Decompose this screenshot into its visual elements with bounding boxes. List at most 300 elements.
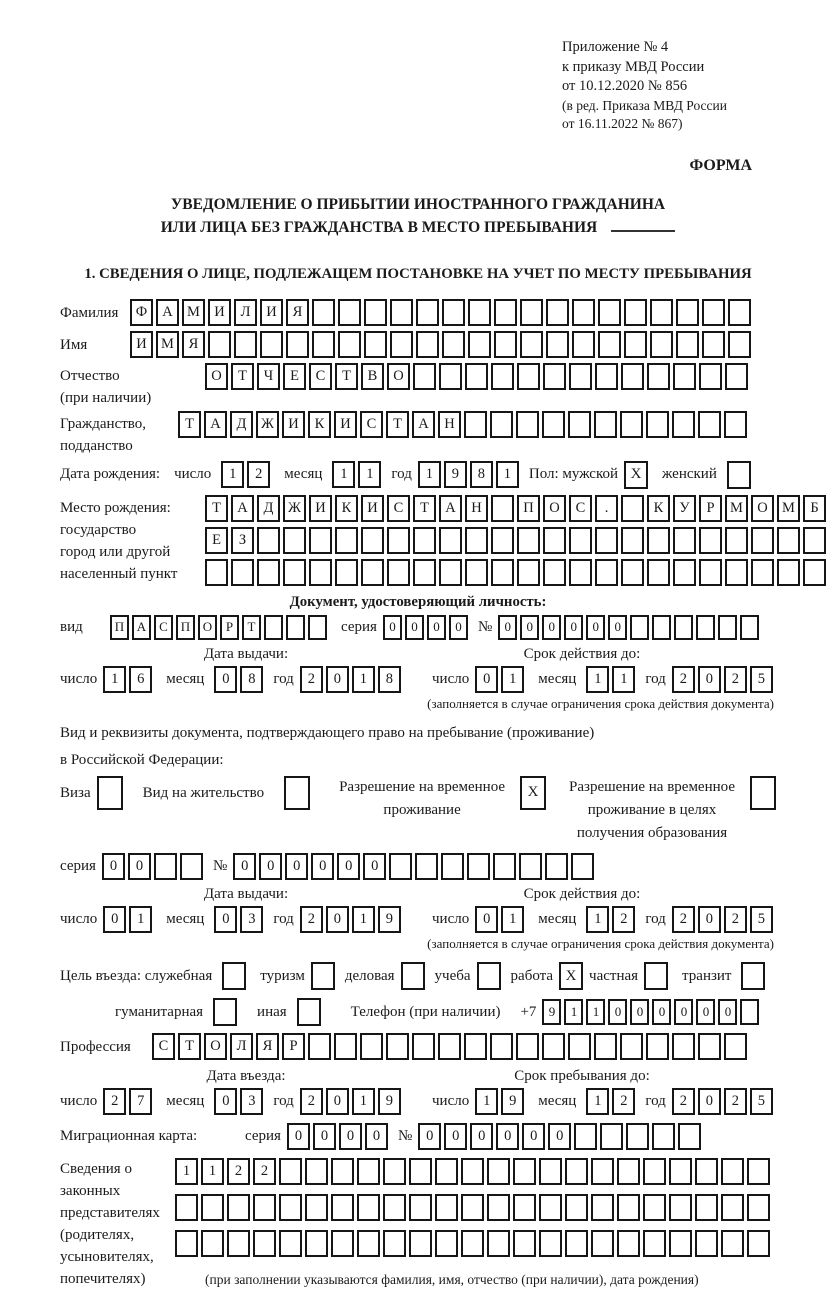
char-box[interactable]	[208, 331, 231, 358]
char-box[interactable]	[253, 1230, 276, 1257]
sex-female-checkbox[interactable]	[727, 461, 751, 489]
char-box[interactable]: И	[334, 411, 357, 438]
char-box[interactable]: 0	[630, 999, 649, 1025]
char-box[interactable]	[516, 411, 539, 438]
char-box[interactable]	[676, 299, 699, 326]
char-box[interactable]	[594, 411, 617, 438]
representatives-row1-input[interactable]	[175, 1158, 770, 1185]
char-box[interactable]	[260, 331, 283, 358]
char-box[interactable]	[491, 559, 514, 586]
doc-kind-input[interactable]	[110, 615, 327, 640]
char-box[interactable]: Т	[178, 1033, 201, 1060]
char-box[interactable]: Б	[803, 495, 826, 522]
phone-input[interactable]	[542, 999, 759, 1025]
char-box[interactable]: Н	[465, 495, 488, 522]
char-box[interactable]	[803, 559, 826, 586]
char-box[interactable]	[491, 363, 514, 390]
char-box[interactable]: 1	[496, 461, 519, 488]
char-box[interactable]	[543, 559, 566, 586]
char-box[interactable]	[519, 853, 542, 880]
birthplace-row2-input[interactable]	[205, 527, 826, 554]
char-box[interactable]	[721, 1158, 744, 1185]
char-box[interactable]	[647, 363, 670, 390]
char-box[interactable]: Д	[230, 411, 253, 438]
char-box[interactable]	[595, 363, 618, 390]
char-box[interactable]: 0	[128, 853, 151, 880]
char-box[interactable]: 0	[475, 666, 498, 693]
char-box[interactable]: У	[673, 495, 696, 522]
char-box[interactable]	[308, 1033, 331, 1060]
char-box[interactable]	[487, 1158, 510, 1185]
char-box[interactable]	[591, 1158, 614, 1185]
char-box[interactable]	[305, 1230, 328, 1257]
char-box[interactable]: 1	[332, 461, 355, 488]
char-box[interactable]: 0	[214, 906, 237, 933]
char-box[interactable]	[669, 1194, 692, 1221]
char-box[interactable]: А	[204, 411, 227, 438]
char-box[interactable]	[390, 299, 413, 326]
temp-residence-edu-checkbox[interactable]	[750, 776, 776, 810]
id-valid-month-input[interactable]	[586, 666, 635, 693]
char-box[interactable]	[698, 1033, 721, 1060]
char-box[interactable]	[312, 331, 335, 358]
char-box[interactable]: 0	[522, 1123, 545, 1150]
char-box[interactable]	[696, 615, 715, 640]
char-box[interactable]: П	[110, 615, 129, 640]
char-box[interactable]: 2	[300, 1088, 323, 1115]
char-box[interactable]	[357, 1230, 380, 1257]
char-box[interactable]	[465, 527, 488, 554]
char-box[interactable]: 0	[698, 1088, 721, 1115]
char-box[interactable]	[725, 527, 748, 554]
id-valid-year-input[interactable]	[672, 666, 773, 693]
char-box[interactable]: С	[154, 615, 173, 640]
char-box[interactable]: 0	[698, 666, 721, 693]
char-box[interactable]: 0	[214, 666, 237, 693]
char-box[interactable]: Р	[282, 1033, 305, 1060]
char-box[interactable]	[283, 559, 306, 586]
char-box[interactable]	[620, 1033, 643, 1060]
representatives-row3-input[interactable]	[175, 1230, 770, 1257]
char-box[interactable]: 0	[608, 999, 627, 1025]
char-box[interactable]	[565, 1158, 588, 1185]
char-box[interactable]	[493, 853, 516, 880]
char-box[interactable]	[542, 411, 565, 438]
char-box[interactable]: Я	[286, 299, 309, 326]
char-box[interactable]: А	[231, 495, 254, 522]
char-box[interactable]	[468, 331, 491, 358]
char-box[interactable]	[702, 299, 725, 326]
char-box[interactable]: 5	[750, 666, 773, 693]
char-box[interactable]	[669, 1158, 692, 1185]
char-box[interactable]	[652, 1123, 675, 1150]
entry-month-input[interactable]	[214, 1088, 263, 1115]
purpose-other-checkbox[interactable]	[297, 998, 321, 1026]
char-box[interactable]: 0	[285, 853, 308, 880]
char-box[interactable]: 0	[214, 1088, 237, 1115]
char-box[interactable]: Р	[220, 615, 239, 640]
char-box[interactable]: Ф	[130, 299, 153, 326]
char-box[interactable]	[513, 1194, 536, 1221]
char-box[interactable]: Т	[178, 411, 201, 438]
char-box[interactable]	[517, 527, 540, 554]
char-box[interactable]: М	[725, 495, 748, 522]
char-box[interactable]: 0	[520, 615, 539, 640]
id-series-input[interactable]	[383, 615, 468, 640]
char-box[interactable]	[728, 299, 751, 326]
purpose-tourism-checkbox[interactable]	[311, 962, 335, 990]
char-box[interactable]: А	[156, 299, 179, 326]
char-box[interactable]	[630, 615, 649, 640]
char-box[interactable]: О	[387, 363, 410, 390]
char-box[interactable]	[461, 1230, 484, 1257]
char-box[interactable]	[383, 1158, 406, 1185]
char-box[interactable]: 0	[363, 853, 386, 880]
id-issue-month-input[interactable]	[214, 666, 263, 693]
char-box[interactable]: С	[569, 495, 592, 522]
char-box[interactable]	[175, 1230, 198, 1257]
char-box[interactable]: 0	[326, 1088, 349, 1115]
char-box[interactable]	[439, 363, 462, 390]
char-box[interactable]: 8	[378, 666, 401, 693]
char-box[interactable]	[617, 1230, 640, 1257]
char-box[interactable]: 9	[378, 906, 401, 933]
id-issue-day-input[interactable]	[103, 666, 152, 693]
char-box[interactable]	[669, 1230, 692, 1257]
char-box[interactable]	[568, 411, 591, 438]
char-box[interactable]	[647, 559, 670, 586]
char-box[interactable]	[409, 1194, 432, 1221]
char-box[interactable]	[569, 363, 592, 390]
char-box[interactable]: И	[282, 411, 305, 438]
char-box[interactable]: Т	[242, 615, 261, 640]
char-box[interactable]	[491, 495, 514, 522]
char-box[interactable]: О	[205, 363, 228, 390]
char-box[interactable]	[673, 363, 696, 390]
char-box[interactable]	[442, 299, 465, 326]
char-box[interactable]	[464, 411, 487, 438]
char-box[interactable]	[646, 1033, 669, 1060]
char-box[interactable]: 0	[470, 1123, 493, 1150]
char-box[interactable]: М	[777, 495, 800, 522]
char-box[interactable]	[516, 1033, 539, 1060]
char-box[interactable]	[465, 559, 488, 586]
char-box[interactable]	[389, 853, 412, 880]
char-box[interactable]: 1	[586, 1088, 609, 1115]
char-box[interactable]	[361, 559, 384, 586]
char-box[interactable]	[175, 1194, 198, 1221]
char-box[interactable]: 9	[501, 1088, 524, 1115]
char-box[interactable]: Т	[231, 363, 254, 390]
char-box[interactable]	[539, 1158, 562, 1185]
char-box[interactable]	[571, 853, 594, 880]
char-box[interactable]	[702, 331, 725, 358]
char-box[interactable]	[620, 411, 643, 438]
char-box[interactable]	[591, 1230, 614, 1257]
purpose-official-checkbox[interactable]	[222, 962, 246, 990]
stayuntil-month-input[interactable]	[586, 1088, 635, 1115]
stayuntil-year-input[interactable]	[672, 1088, 773, 1115]
char-box[interactable]	[439, 559, 462, 586]
stay-valid-month-input[interactable]	[586, 906, 635, 933]
char-box[interactable]: 0	[498, 615, 517, 640]
char-box[interactable]: 1	[352, 1088, 375, 1115]
char-box[interactable]	[286, 615, 305, 640]
char-box[interactable]	[598, 331, 621, 358]
char-box[interactable]: 0	[326, 666, 349, 693]
char-box[interactable]	[331, 1230, 354, 1257]
char-box[interactable]	[546, 331, 569, 358]
char-box[interactable]: 1	[352, 906, 375, 933]
char-box[interactable]	[777, 527, 800, 554]
char-box[interactable]	[617, 1194, 640, 1221]
char-box[interactable]	[305, 1158, 328, 1185]
stay-issue-month-input[interactable]	[214, 906, 263, 933]
char-box[interactable]	[695, 1230, 718, 1257]
citizenship-input[interactable]	[178, 411, 747, 438]
char-box[interactable]	[647, 527, 670, 554]
entry-year-input[interactable]	[300, 1088, 401, 1115]
char-box[interactable]: 0	[418, 1123, 441, 1150]
char-box[interactable]	[201, 1194, 224, 1221]
char-box[interactable]	[674, 615, 693, 640]
char-box[interactable]	[487, 1194, 510, 1221]
char-box[interactable]: Л	[234, 299, 257, 326]
char-box[interactable]	[461, 1194, 484, 1221]
char-box[interactable]	[383, 1230, 406, 1257]
char-box[interactable]: 1	[103, 666, 126, 693]
char-box[interactable]: И	[361, 495, 384, 522]
char-box[interactable]: 7	[129, 1088, 152, 1115]
char-box[interactable]	[338, 299, 361, 326]
char-box[interactable]	[461, 1158, 484, 1185]
char-box[interactable]: Я	[256, 1033, 279, 1060]
char-box[interactable]: 2	[612, 906, 635, 933]
char-box[interactable]	[387, 559, 410, 586]
char-box[interactable]: А	[412, 411, 435, 438]
char-box[interactable]: 1	[501, 666, 524, 693]
char-box[interactable]	[413, 527, 436, 554]
stay-valid-day-input[interactable]	[475, 906, 524, 933]
char-box[interactable]: 2	[300, 666, 323, 693]
char-box[interactable]: 5	[750, 1088, 773, 1115]
char-box[interactable]	[624, 331, 647, 358]
stay-series-input[interactable]	[102, 853, 203, 880]
char-box[interactable]: 3	[240, 1088, 263, 1115]
profession-input[interactable]	[152, 1033, 747, 1060]
char-box[interactable]	[309, 559, 332, 586]
char-box[interactable]	[698, 411, 721, 438]
char-box[interactable]: 1	[175, 1158, 198, 1185]
char-box[interactable]: П	[517, 495, 540, 522]
char-box[interactable]	[331, 1158, 354, 1185]
char-box[interactable]	[569, 527, 592, 554]
char-box[interactable]	[487, 1230, 510, 1257]
char-box[interactable]	[539, 1194, 562, 1221]
char-box[interactable]: Ж	[256, 411, 279, 438]
char-box[interactable]	[201, 1230, 224, 1257]
char-box[interactable]	[415, 853, 438, 880]
char-box[interactable]: 2	[724, 906, 747, 933]
char-box[interactable]	[594, 1033, 617, 1060]
char-box[interactable]	[626, 1123, 649, 1150]
char-box[interactable]: Ж	[283, 495, 306, 522]
char-box[interactable]	[257, 559, 280, 586]
char-box[interactable]: 0	[449, 615, 468, 640]
char-box[interactable]: 2	[612, 1088, 635, 1115]
id-issue-year-input[interactable]	[300, 666, 401, 693]
purpose-transit-checkbox[interactable]	[741, 962, 765, 990]
char-box[interactable]: О	[543, 495, 566, 522]
visa-checkbox[interactable]	[97, 776, 123, 810]
char-box[interactable]	[678, 1123, 701, 1150]
char-box[interactable]	[231, 559, 254, 586]
char-box[interactable]	[257, 527, 280, 554]
char-box[interactable]: 0	[311, 853, 334, 880]
char-box[interactable]: 0	[427, 615, 446, 640]
entry-day-input[interactable]	[103, 1088, 152, 1115]
mig-series-input[interactable]	[287, 1123, 388, 1150]
char-box[interactable]	[386, 1033, 409, 1060]
char-box[interactable]: И	[208, 299, 231, 326]
char-box[interactable]	[468, 299, 491, 326]
char-box[interactable]	[725, 559, 748, 586]
char-box[interactable]	[565, 1230, 588, 1257]
char-box[interactable]	[621, 495, 644, 522]
char-box[interactable]: 0	[564, 615, 583, 640]
char-box[interactable]: 2	[227, 1158, 250, 1185]
char-box[interactable]	[305, 1194, 328, 1221]
char-box[interactable]: Л	[230, 1033, 253, 1060]
char-box[interactable]: Е	[283, 363, 306, 390]
char-box[interactable]: Т	[335, 363, 358, 390]
char-box[interactable]: 0	[405, 615, 424, 640]
birthplace-row1-input[interactable]	[205, 495, 826, 522]
char-box[interactable]	[695, 1158, 718, 1185]
char-box[interactable]	[490, 411, 513, 438]
char-box[interactable]	[413, 363, 436, 390]
char-box[interactable]	[673, 559, 696, 586]
char-box[interactable]: 5	[750, 906, 773, 933]
char-box[interactable]	[264, 615, 283, 640]
char-box[interactable]	[253, 1194, 276, 1221]
char-box[interactable]	[747, 1158, 770, 1185]
char-box[interactable]	[513, 1158, 536, 1185]
char-box[interactable]	[308, 615, 327, 640]
char-box[interactable]	[416, 331, 439, 358]
char-box[interactable]: И	[309, 495, 332, 522]
char-box[interactable]: 6	[129, 666, 152, 693]
birth-day-input[interactable]	[221, 461, 270, 488]
char-box[interactable]: 0	[698, 906, 721, 933]
char-box[interactable]	[751, 527, 774, 554]
char-box[interactable]: 2	[103, 1088, 126, 1115]
char-box[interactable]: 0	[608, 615, 627, 640]
char-box[interactable]	[435, 1230, 458, 1257]
purpose-humanitarian-checkbox[interactable]	[213, 998, 237, 1026]
char-box[interactable]	[545, 853, 568, 880]
char-box[interactable]	[491, 527, 514, 554]
char-box[interactable]	[517, 363, 540, 390]
char-box[interactable]	[279, 1158, 302, 1185]
char-box[interactable]	[724, 1033, 747, 1060]
char-box[interactable]	[494, 331, 517, 358]
char-box[interactable]	[335, 527, 358, 554]
char-box[interactable]: П	[176, 615, 195, 640]
char-box[interactable]: 0	[339, 1123, 362, 1150]
char-box[interactable]: 1	[221, 461, 244, 488]
char-box[interactable]: 0	[548, 1123, 571, 1150]
char-box[interactable]	[387, 527, 410, 554]
char-box[interactable]	[364, 299, 387, 326]
char-box[interactable]: 1	[612, 666, 635, 693]
char-box[interactable]: 2	[724, 666, 747, 693]
char-box[interactable]	[441, 853, 464, 880]
char-box[interactable]: 8	[470, 461, 493, 488]
id-valid-day-input[interactable]	[475, 666, 524, 693]
char-box[interactable]: К	[308, 411, 331, 438]
representatives-row2-input[interactable]	[175, 1194, 770, 1221]
char-box[interactable]: .	[595, 495, 618, 522]
char-box[interactable]: 0	[326, 906, 349, 933]
char-box[interactable]	[338, 331, 361, 358]
char-box[interactable]	[438, 1033, 461, 1060]
char-box[interactable]: 0	[696, 999, 715, 1025]
char-box[interactable]	[331, 1194, 354, 1221]
char-box[interactable]	[334, 1033, 357, 1060]
char-box[interactable]	[439, 527, 462, 554]
char-box[interactable]: К	[647, 495, 670, 522]
char-box[interactable]	[357, 1158, 380, 1185]
char-box[interactable]	[383, 1194, 406, 1221]
char-box[interactable]	[409, 1230, 432, 1257]
char-box[interactable]	[283, 527, 306, 554]
stay-number-input[interactable]	[233, 853, 594, 880]
residence-permit-checkbox[interactable]	[284, 776, 310, 810]
birthplace-row3-input[interactable]	[205, 559, 826, 586]
char-box[interactable]	[416, 299, 439, 326]
char-box[interactable]: С	[360, 411, 383, 438]
char-box[interactable]: Е	[205, 527, 228, 554]
char-box[interactable]	[464, 1033, 487, 1060]
char-box[interactable]: З	[231, 527, 254, 554]
char-box[interactable]: 9	[444, 461, 467, 488]
char-box[interactable]: Н	[438, 411, 461, 438]
char-box[interactable]: 0	[233, 853, 256, 880]
char-box[interactable]: 2	[672, 906, 695, 933]
char-box[interactable]: Д	[257, 495, 280, 522]
char-box[interactable]	[465, 363, 488, 390]
char-box[interactable]: А	[439, 495, 462, 522]
stay-issue-day-input[interactable]	[103, 906, 152, 933]
char-box[interactable]: 0	[287, 1123, 310, 1150]
char-box[interactable]	[803, 527, 826, 554]
char-box[interactable]	[650, 331, 673, 358]
char-box[interactable]: И	[260, 299, 283, 326]
char-box[interactable]	[699, 527, 722, 554]
char-box[interactable]: С	[387, 495, 410, 522]
char-box[interactable]	[205, 559, 228, 586]
char-box[interactable]	[309, 527, 332, 554]
char-box[interactable]	[621, 363, 644, 390]
given-name-input[interactable]	[130, 331, 751, 358]
char-box[interactable]: В	[361, 363, 384, 390]
char-box[interactable]: О	[204, 1033, 227, 1060]
char-box[interactable]: Т	[205, 495, 228, 522]
char-box[interactable]: Т	[386, 411, 409, 438]
char-box[interactable]: 8	[240, 666, 263, 693]
char-box[interactable]: 0	[102, 853, 125, 880]
